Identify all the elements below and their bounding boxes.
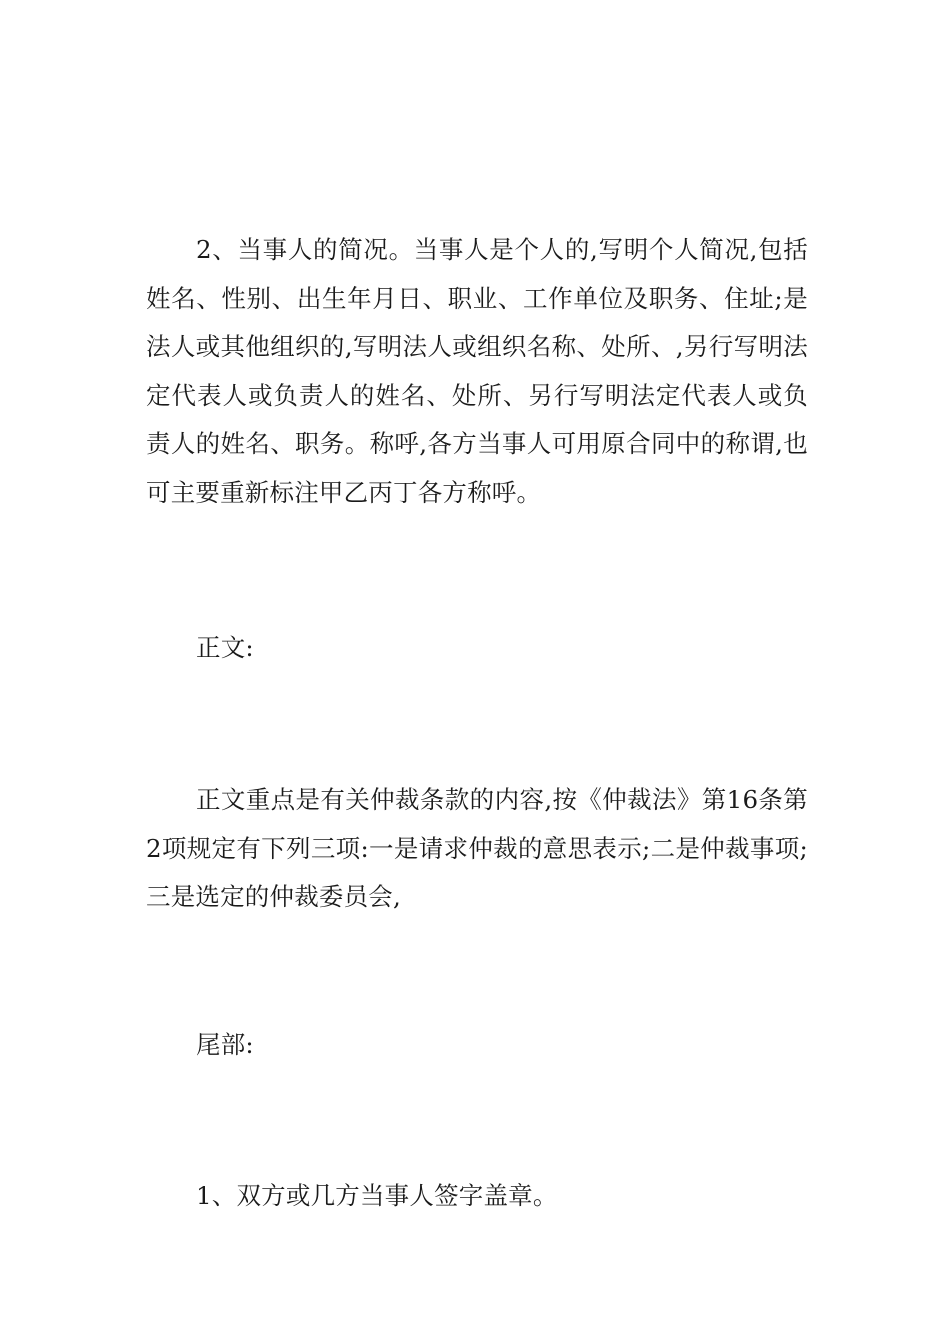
heading-ending: 尾部: — [196, 1030, 254, 1059]
paragraph-party-profile: 2、当事人的简况。当事人是个人的,写明个人简况,包括姓名、性别、出生年月日、职业、工作单位及职务、住址;是法人或其他组织的,写明法人或组织名称、处所、,另行写明法定代表人或负责人的姓名、处所、另行写明法定代表人或负责人的姓名、职务。称呼,各方当事人可用原合同中的称谓,也可主要重新标注甲乙丙丁各方称呼。 — [146, 235, 808, 507]
heading-body: 正文: — [196, 633, 254, 662]
paragraph-body-content: 正文重点是有关仲裁条款的内容,按《仲裁法》第16条第2项规定有下列三项:一是请求仲裁的意思表示;二是仲裁事项;三是选定的仲裁委员会, — [146, 785, 808, 911]
paragraph-signature: 1、双方或几方当事人签字盖章。 — [196, 1181, 558, 1210]
